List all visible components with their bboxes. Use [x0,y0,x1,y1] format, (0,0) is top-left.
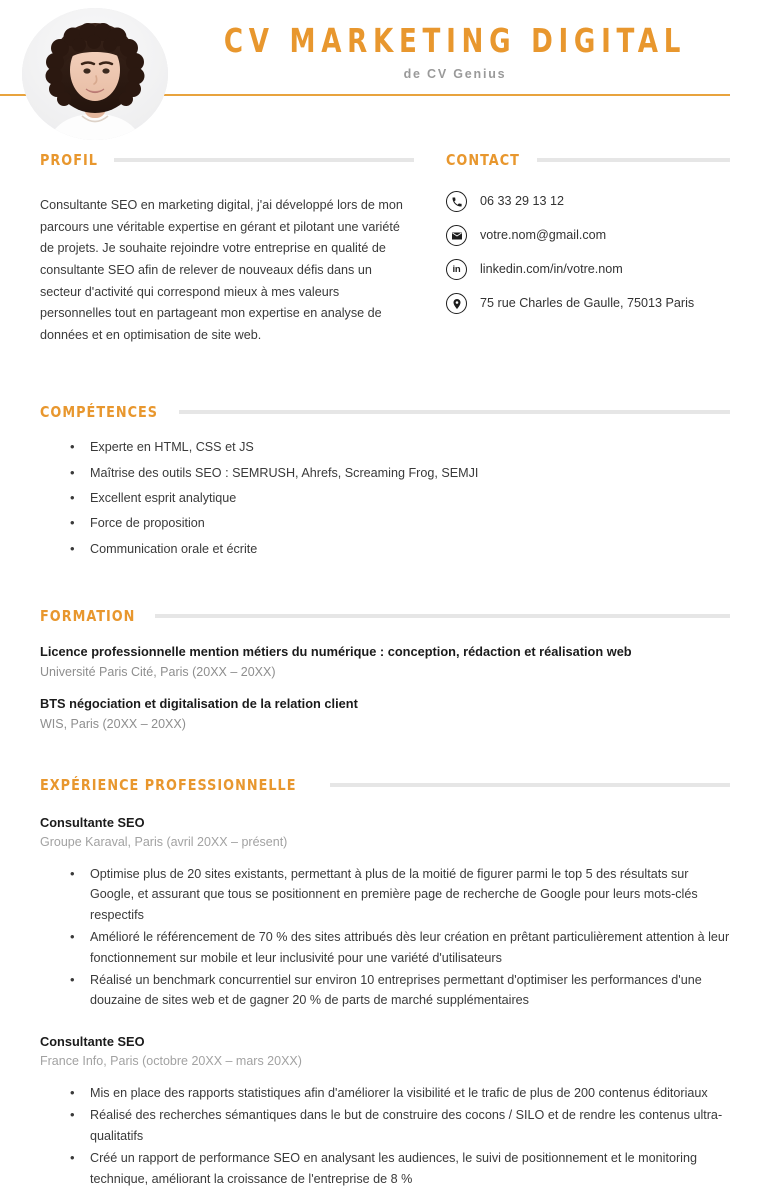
experience-section [0,776,768,1189]
contact-item-email[interactable] [446,225,730,246]
list-item: • Amélioré le référencement de 70 % des sites attribués dès leur création en prêtant particulièrement attention à leur fonctionnement sur mobile et leur inclusivité pour une variété d'utilisateurs [40,927,730,968]
heading-divider [179,410,730,414]
education-subtitle: Université Paris Cité, Paris (20XX – 20XX) [40,664,276,679]
header-titles [180,22,730,81]
contact-value-address: 75 rue Charles de Gaulle, 75013 Paris [480,296,695,311]
contact-item-linkedin[interactable] [446,259,730,280]
location-pin-icon [446,293,467,314]
list-item: • Réalisé des recherches sémantiques dans le but de construire des cocons / SILO et de rendre les contenus ultra-qualitatifs [40,1105,730,1146]
competences-heading-label: COMPÉTENCES [40,403,159,422]
education-title: Licence professionnelle mention métiers du numérique : conception, rédaction et réalisation web [40,644,632,660]
contact-item-phone[interactable] [446,191,730,212]
formation-heading-label: FORMATION [40,607,136,626]
job-entry [40,1033,730,1189]
contact-item-address[interactable] [446,293,730,314]
contact-heading [446,151,730,169]
heading-divider [155,614,730,618]
education-subtitle: WIS, Paris (20XX – 20XX) [40,716,186,731]
competences-section [0,403,768,559]
job-title: Consultante SEO [40,1033,145,1049]
profil-text: Consultante SEO en marketing digital, j'ai développé lors de mon parcours une véritable expertise en gérant et pilotant une variété de projets. Je souhaite rejoindre votre entreprise en qualité de consultante SEO afin de relever de nouveaux défis dans un secteur d'activité qui correspond mieux à mes valeurs personnelles tout en partageant mon expertise en analyse de données et en optimisation de site web. [40,198,403,342]
list-item: • Mis en place des rapports statistiques afin d'améliorer la visibilité et le trafic de plus de 200 contenus éditoriaux [40,1083,730,1103]
formation-heading [40,607,730,625]
formation-section [0,607,768,734]
job-subtitle: Groupe Karaval, Paris (avril 20XX – présent) [40,835,288,850]
linkedin-icon: in [446,259,467,280]
education-title: BTS négociation et digitalisation de la relation client [40,696,358,712]
job-title: Consultante SEO [40,814,145,830]
contact-list [446,191,730,314]
top-columns [0,151,768,359]
page-title: CV MARKETING DIGITAL [223,21,687,60]
experience-heading-label: EXPÉRIENCE PROFESSIONNELLE [40,775,297,794]
job-bullets [40,864,730,1011]
profil-heading [40,151,414,169]
competences-list [40,437,730,559]
contact-value-phone: 06 33 29 13 12 [480,194,565,209]
heading-divider [537,158,730,162]
heading-divider [330,783,730,787]
contact-value-email: votre.nom@gmail.com [480,228,607,243]
avatar [22,8,168,140]
list-item: • Réalisé un benchmark concurrentiel sur environ 10 entreprises permettant d'optimiser les performances d'une douzaine de sites web et de gagner 20 % de parts de marché supplémentaires [40,970,730,1011]
email-icon [446,225,467,246]
list-item: • Force de proposition [40,513,730,533]
competences-heading [40,403,730,421]
job-subtitle: France Info, Paris (octobre 20XX – mars 20XX) [40,1054,302,1069]
list-item: • Créé un rapport de performance SEO en analysant les audiences, le suivi de positionnement et le monitoring technique, améliorant la croissance de l'entreprise de 8 % [40,1148,730,1189]
experience-heading [40,776,730,794]
page-subtitle: de CV Genius [403,66,507,81]
education-entry [40,695,730,733]
profil-section [40,151,414,359]
job-bullets [40,1083,730,1189]
heading-divider [114,158,414,162]
list-item: • Excellent esprit analytique [40,488,730,508]
contact-section [446,151,730,359]
contact-heading-label: CONTACT [446,151,520,169]
profil-heading-label: PROFIL [40,151,98,169]
education-entry [40,643,730,681]
profile-photo-illustration [22,8,168,140]
cv-header [0,0,768,145]
contact-value-linkedin: linkedin.com/in/votre.nom [480,262,623,277]
list-item: • Communication orale et écrite [40,539,730,559]
list-item: • Experte en HTML, CSS et JS [40,437,730,457]
list-item: • Maîtrise des outils SEO : SEMRUSH, Ahrefs, Screaming Frog, SEMJI [40,463,730,483]
job-entry [40,814,730,1011]
list-item: • Optimise plus de 20 sites existants, permettant à plus de la moitié de figurer parmi le top 5 des résultats sur Google, et assurant que tous se positionnent en première page de recherche de Google pour leurs mots-clés respectifs [40,864,730,925]
phone-icon [446,191,467,212]
